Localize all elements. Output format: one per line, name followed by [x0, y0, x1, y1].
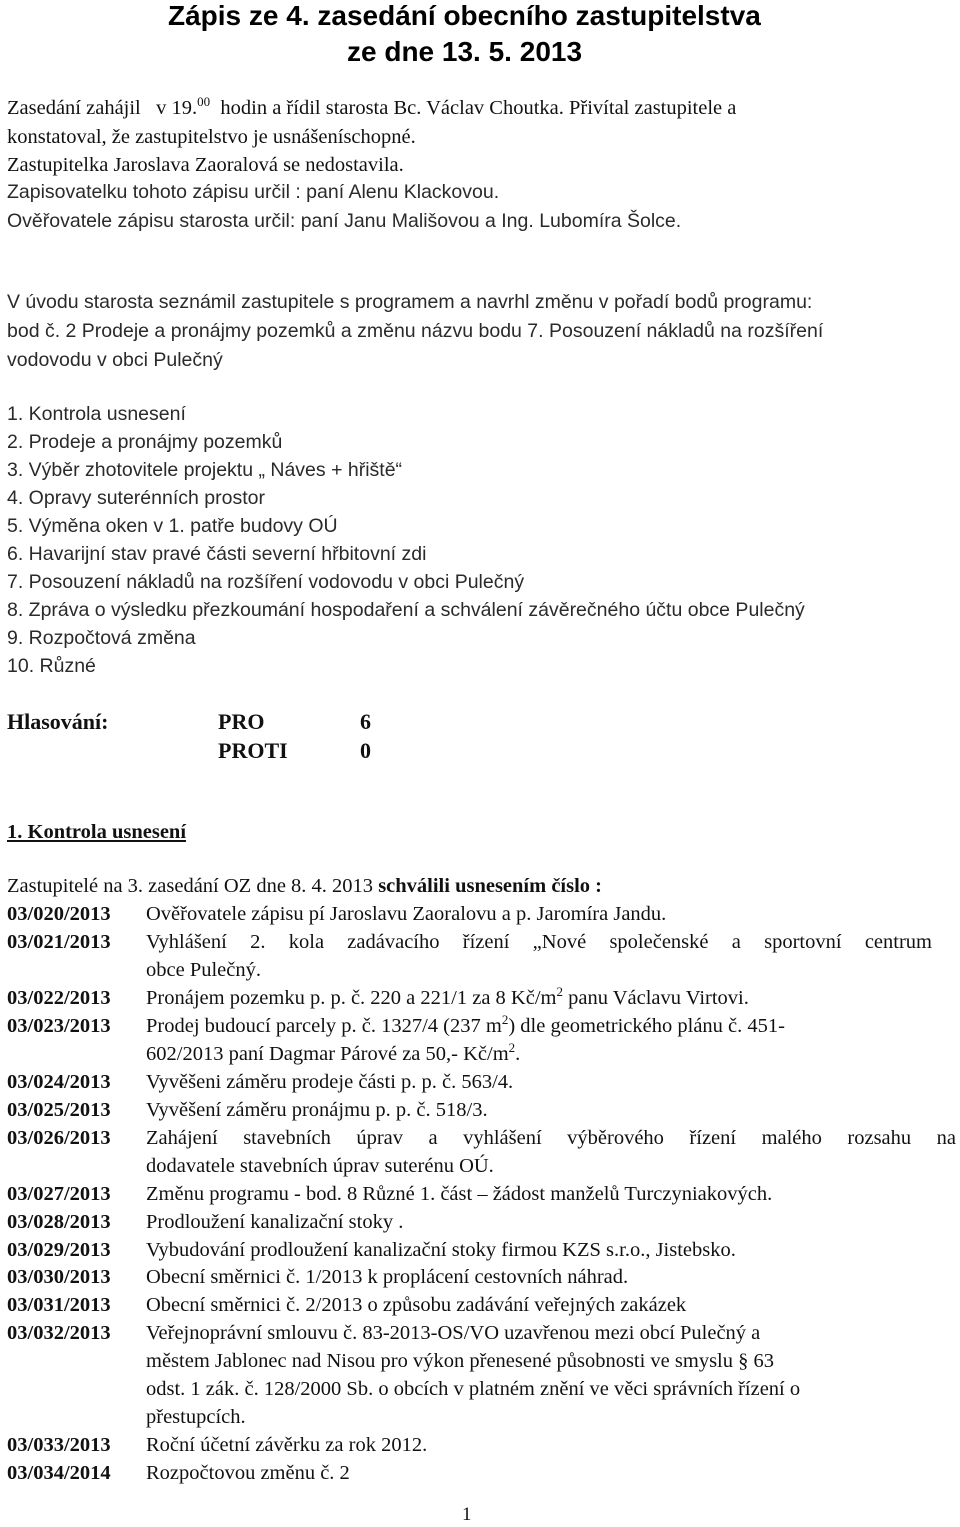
voting-label: Hlasování: — [7, 709, 109, 734]
resolution-number: 03/021/2013 — [7, 931, 111, 953]
resolution-number: 03/026/2013 — [7, 1127, 111, 1149]
program-change-line-2: bod č. 2 Prodeje a pronájmy pozemků a změnu názvu bodu 7. Posouzení nákladů na rozšíření — [7, 320, 824, 342]
resolution-text: Obecní směrnici č. 1/2013 k proplácení cestovních náhrad. — [146, 1266, 629, 1288]
agenda-item: 2. Prodeje a pronájmy pozemků — [7, 431, 283, 453]
resolution-text: městem Jablonec nad Nisou pro výkon přenesené působnosti ve smyslu § 63 — [146, 1350, 775, 1372]
intro-line-2: konstatoval, že zastupitelstvo je usnášeníschopné. — [7, 126, 416, 148]
voting-pro-value: 6 — [360, 709, 371, 734]
resolution-text: Změnu programu - bod. 8 Různé 1. část – žádost manželů Turczyniakových. — [146, 1183, 773, 1205]
resolution-text: Zahájení stavebních úprav a vyhlášení výběrového řízení malého rozsahu na — [146, 1127, 956, 1149]
agenda-item: 8. Zpráva o výsledku přezkoumání hospodaření a schválení závěrečného účtu obce Pulečný — [7, 599, 805, 621]
resolution-text: Ověřovatele zápisu pí Jaroslavu Zaoralovu a p. Jaromíra Jandu. — [146, 903, 667, 925]
resolution-text: odst. 1 zák. č. 128/2000 Sb. o obcích v platném znění ve věci správních řízení o — [146, 1378, 801, 1400]
resolution-text: Pronájem pozemku p. p. č. 220 a 221/1 za 8 $Kč/m^2$ panu Václavu Virtovi. — [146, 984, 749, 1009]
resolution-text: Vyvěšeni záměru prodeje části p. p. č. 563/4. — [146, 1071, 514, 1093]
document-title: Zápis ze 4. zasedání obecního zastupitelstva — [168, 0, 761, 31]
resolution-text: Vybudování prodloužení kanalizační stoky firmou KZS s.r.o., Jistebsko. — [146, 1239, 736, 1261]
resolution-text: Rozpočtovou změnu č. 2 — [146, 1462, 350, 1484]
section-intro: Zastupitelé na 3. zasedání OZ dne 8. 4. 2013 schválili usnesením číslo : — [7, 875, 602, 897]
resolution-text: Veřejnoprávní smlouvu č. 83-2013-OS/VO uzavřenou mezi obcí Pulečný a — [146, 1322, 761, 1344]
resolution-text: Prodloužení kanalizační stoky . — [146, 1211, 404, 1233]
intro-line-1: Zasedání zahájil v 19.00 hodin a řídil starosta Bc. Václav Choutka. Přivítal zastupitele a — [7, 94, 737, 119]
agenda-item: 9. Rozpočtová změna — [7, 627, 196, 649]
resolution-number: 03/034/2014 — [7, 1462, 111, 1484]
agenda-item: 6. Havarijní stav pravé části severní hřbitovní zdi — [7, 543, 427, 565]
resolution-text: přestupcích. — [146, 1406, 246, 1428]
resolution-number: 03/031/2013 — [7, 1294, 111, 1316]
resolution-number: 03/030/2013 — [7, 1266, 111, 1288]
resolution-text: Vyhlášení 2. kola zadávacího řízení „Nové společenské a sportovní centrum — [146, 931, 932, 953]
resolution-number: 03/029/2013 — [7, 1239, 111, 1261]
intro-line-4: Zapisovatelku tohoto zápisu určil : paní Alenu Klackovou. — [7, 181, 500, 203]
program-change-line-3: vodovodu v obci Pulečný — [7, 349, 223, 371]
agenda-item: 4. Opravy suterénních prostor — [7, 487, 265, 509]
resolution-number: 03/020/2013 — [7, 903, 111, 925]
resolution-text: Roční účetní závěrku za rok 2012. — [146, 1434, 428, 1456]
intro-line-3: Zastupitelka Jaroslava Zaoralová se nedostavila. — [7, 154, 404, 176]
resolution-number: 03/024/2013 — [7, 1071, 111, 1093]
agenda-item: 1. Kontrola usnesení — [7, 403, 186, 425]
resolution-number: 03/033/2013 — [7, 1434, 111, 1456]
resolution-number: 03/025/2013 — [7, 1099, 111, 1121]
resolution-text: 602/2013 paní Dagmar Párové za 50,- $Kč/m^2$. — [146, 1040, 521, 1065]
agenda-item: 3. Výběr zhotovitele projektu „ Náves + hřiště“ — [7, 459, 403, 481]
resolution-number: 03/023/2013 — [7, 1015, 111, 1037]
document-date: ze dne 13. 5. 2013 — [347, 36, 583, 67]
resolution-text: Prodej budoucí parcely p. č. 1327/4 (237 $m^2$) dle geometrického plánu č. 451- — [146, 1012, 785, 1037]
intro-line-5: Ověřovatele zápisu starosta určil: paní Janu Mališovou a Ing. Lubomíra Šolce. — [7, 210, 682, 232]
resolution-text: dodavatele stavebních úprav suterénu OÚ. — [146, 1155, 494, 1177]
resolution-number: 03/028/2013 — [7, 1211, 111, 1233]
resolution-text: Obecní směrnici č. 2/2013 o způsobu zadávání veřejných zakázek — [146, 1294, 687, 1316]
agenda-item: 10. Různé — [7, 655, 96, 677]
program-change-line-1: V úvodu starosta seznámil zastupitele s programem a navrhl změnu v pořadí bodů programu: — [7, 291, 813, 313]
section-heading: 1. Kontrola usnesení — [7, 821, 187, 843]
resolution-text: obce Pulečný. — [146, 959, 261, 981]
page-number: 1 — [462, 1504, 472, 1525]
resolution-number: 03/027/2013 — [7, 1183, 111, 1205]
resolution-text: Vyvěšení záměru pronájmu p. p. č. 518/3. — [146, 1099, 488, 1121]
voting-proti-value: 0 — [360, 738, 371, 763]
agenda-item: 5. Výměna oken v 1. patře budovy OÚ — [7, 515, 338, 537]
resolution-number: 03/032/2013 — [7, 1322, 111, 1344]
agenda-item: 7. Posouzení nákladů na rozšíření vodovodu v obci Pulečný — [7, 571, 525, 593]
voting-pro-label: PRO — [218, 709, 265, 734]
resolution-number: 03/022/2013 — [7, 987, 111, 1009]
voting-proti-label: PROTI — [218, 738, 288, 763]
